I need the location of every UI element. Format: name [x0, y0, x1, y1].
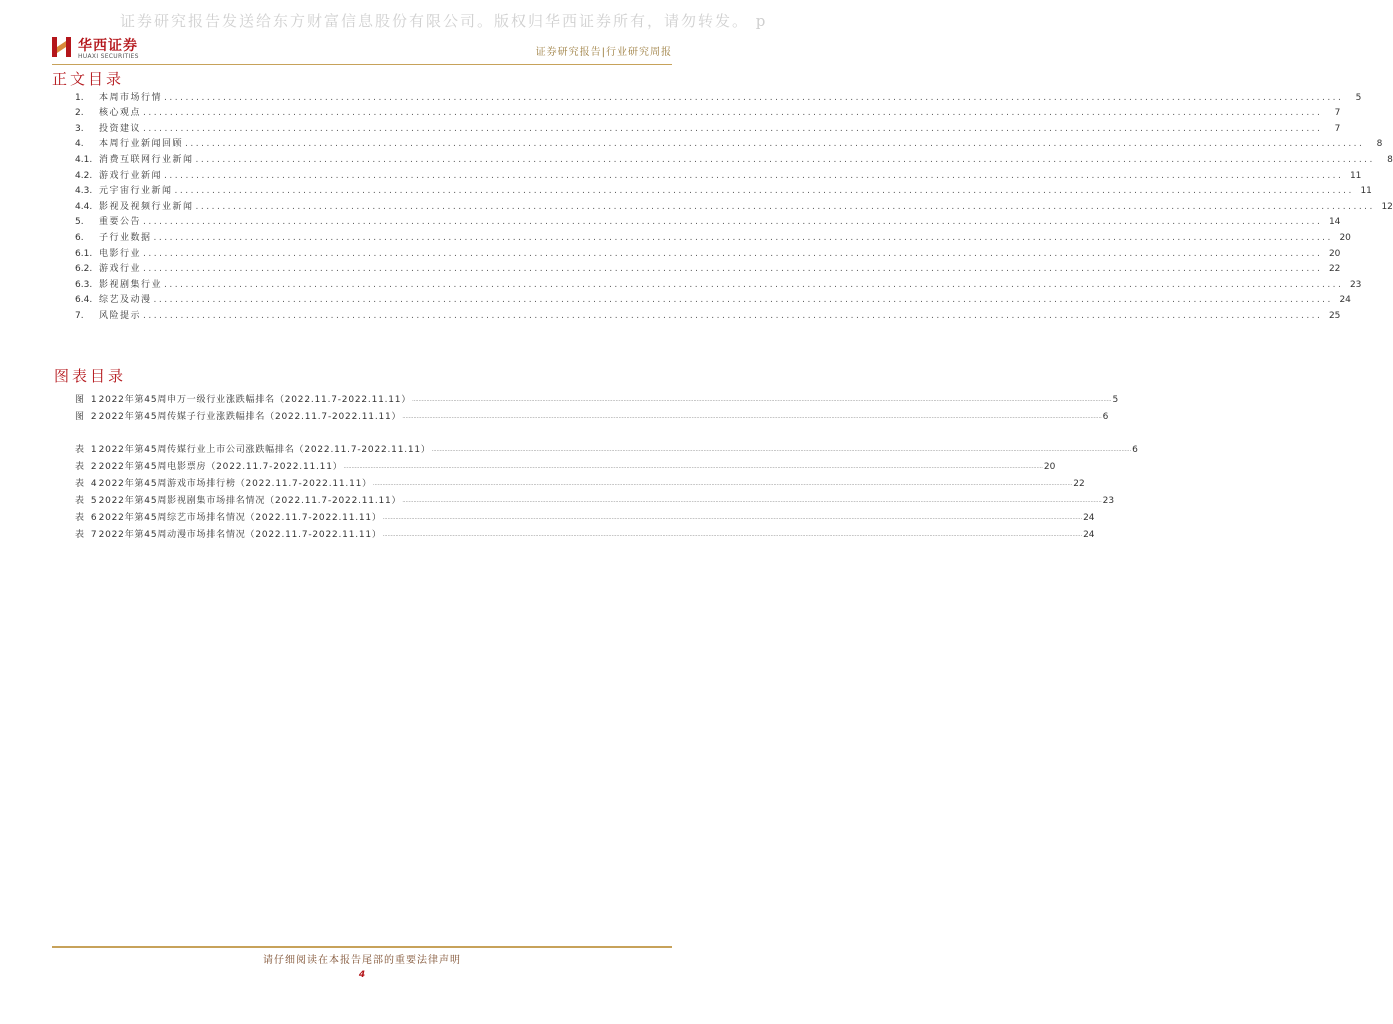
chart-list — [75, 388, 1119, 422]
toc-entry-label: 本周行业新闻回顾 — [99, 139, 184, 150]
table-entry[interactable] — [75, 438, 1138, 455]
table-entry[interactable] — [75, 489, 1115, 506]
toc-entry-number: 6.4. — [75, 295, 93, 306]
toc-entry[interactable] — [75, 134, 1383, 150]
toc-entry[interactable] — [75, 227, 1351, 243]
dot-leader: ............................................................................................................................................................................................................................ — [143, 264, 1323, 275]
toc-entry-number: 4.3. — [75, 186, 93, 197]
entry-prefix: 表 6 — [75, 513, 99, 523]
dot-leader: ............................................................................................................................................................................................................................ — [164, 279, 1344, 290]
entry-label: 2022年第45周申万一级行业涨跌幅排名（2022.11.7-2022.11.11） — [98, 395, 412, 405]
toc-entry-number: 6.3. — [75, 279, 93, 290]
dot-leader: ............................................................................................................................................................................................................................ — [143, 217, 1323, 228]
toc-entry[interactable] — [75, 290, 1351, 306]
toc-entry[interactable] — [75, 87, 1362, 103]
figures-title: 图表目录 — [54, 367, 127, 385]
toc-entry-page: 7 — [1334, 108, 1341, 119]
brand-name-en: HUAXI SECURITIES — [78, 53, 139, 60]
toc-entry-number: 4.1. — [75, 154, 93, 165]
toc-entry-number: 5. — [75, 217, 84, 228]
dot-leader: ............................................................................................................................................................................................................................ — [174, 186, 1354, 197]
entry-page: 6 — [1102, 412, 1109, 422]
dot-leader: ............................................................................................................................................................................................................................ — [153, 232, 1333, 243]
toc-entry-page: 20 — [1339, 232, 1351, 243]
entry-page: 23 — [1102, 496, 1115, 506]
legal-disclaimer: 请仔细阅读在本报告尾部的重要法律声明 — [263, 955, 461, 966]
huaxi-logo-icon — [52, 35, 72, 59]
toc-entry-number: 1. — [75, 92, 84, 103]
entry-page: 22 — [1073, 479, 1085, 489]
dot-leader: ........................................................................................................................................................................................................................................................................................................................................................................................................................................................ — [382, 532, 1083, 538]
dot-leader: ............................................................................................................................................................................................................................ — [143, 108, 1323, 119]
entry-label: 2022年第45周传媒行业上市公司涨跌幅排名（2022.11.7-2022.11.11） — [98, 445, 431, 455]
toc-entry-label: 综艺及动漫 — [99, 295, 152, 306]
report-type-label: 证券研究报告|行业研究周报 — [535, 47, 672, 58]
dot-leader: ............................................................................................................................................................................................................................ — [143, 310, 1323, 321]
dot-leader: ........................................................................................................................................................................................................................................................................................................................................................................................................................................................ — [412, 397, 1112, 403]
dot-leader: ........................................................................................................................................................................................................................................................................................................................................................................................................................................................ — [343, 464, 1043, 470]
table-entry[interactable] — [75, 455, 1056, 472]
table-entry[interactable] — [75, 472, 1085, 489]
table-entry[interactable] — [75, 506, 1095, 523]
toc-entry-label: 风险提示 — [99, 310, 142, 321]
toc-entry-page: 5 — [1355, 92, 1362, 103]
table-entry[interactable] — [75, 523, 1095, 540]
dot-leader: ............................................................................................................................................................................................................................ — [195, 201, 1375, 212]
entry-page: 24 — [1083, 530, 1095, 540]
toc-entry-number: 6.2. — [75, 264, 93, 275]
dot-leader: ............................................................................................................................................................................................................................ — [143, 123, 1323, 134]
entry-page: 6 — [1132, 445, 1138, 455]
toc-entry[interactable] — [75, 118, 1341, 134]
toc-entry-label: 本周市场行情 — [99, 92, 163, 103]
table-list — [75, 438, 1138, 540]
dot-leader: ............................................................................................................................................................................................................................ — [185, 139, 1365, 150]
entry-prefix: 表 5 — [75, 496, 99, 506]
entry-prefix: 表 7 — [75, 530, 99, 540]
toc-entry-number: 4.4. — [75, 201, 93, 212]
toc-entry-page: 12 — [1381, 201, 1393, 212]
toc-entry[interactable] — [75, 165, 1362, 181]
table-of-contents — [75, 87, 1393, 321]
toc-entry-label: 重要公告 — [99, 217, 142, 228]
toc-entry-number: 6. — [75, 232, 84, 243]
watermark-text: 证券研究报告发送给东方财富信息股份有限公司。版权归华西证券所有，请勿转发。 p — [120, 12, 768, 30]
toc-entry-label: 元宇宙行业新闻 — [99, 186, 173, 197]
toc-entry-page: 23 — [1349, 279, 1362, 290]
toc-entry-number: 4. — [75, 139, 84, 150]
toc-entry-label: 子行业数据 — [99, 232, 152, 243]
toc-entry[interactable] — [75, 149, 1393, 165]
header-divider — [52, 64, 672, 65]
toc-entry[interactable] — [75, 243, 1341, 259]
chart-entry[interactable] — [75, 405, 1109, 422]
entry-page: 20 — [1043, 462, 1056, 472]
toc-entry-label: 消费互联网行业新闻 — [99, 154, 194, 165]
entry-label: 2022年第45周动漫市场排名情况（2022.11.7-2022.11.11） — [98, 530, 382, 540]
toc-entry[interactable] — [75, 274, 1362, 290]
toc-entry-number: 2. — [75, 108, 84, 119]
toc-entry-label: 游戏行业 — [99, 264, 142, 275]
dot-leader: ............................................................................................................................................................................................................................ — [195, 154, 1375, 165]
entry-prefix: 表 4 — [75, 479, 99, 489]
toc-entry-page: 7 — [1334, 123, 1341, 134]
dot-leader: ............................................................................................................................................................................................................................ — [143, 248, 1323, 259]
page-number: 4 — [358, 970, 366, 980]
toc-entry[interactable] — [75, 212, 1341, 228]
entry-prefix: 表 1 — [75, 445, 99, 455]
dot-leader: ............................................................................................................................................................................................................................ — [164, 92, 1344, 103]
toc-entry-page: 11 — [1360, 186, 1372, 197]
entry-label: 2022年第45周游戏市场排行榜（2022.11.7-2022.11.11） — [98, 479, 372, 489]
dot-leader: ........................................................................................................................................................................................................................................................................................................................................................................................................................................................ — [372, 481, 1073, 487]
chart-entry[interactable] — [75, 388, 1119, 405]
toc-entry-number: 3. — [75, 123, 84, 134]
toc-entry[interactable] — [75, 181, 1372, 197]
toc-entry-number: 7. — [75, 310, 84, 321]
entry-prefix: 表 2 — [75, 462, 99, 472]
toc-entry-page: 8 — [1376, 139, 1383, 150]
dot-leader: ........................................................................................................................................................................................................................................................................................................................................................................................................................................................ — [382, 515, 1083, 521]
entry-prefix: 图 1 — [75, 395, 99, 405]
entry-label: 2022年第45周影视剧集市场排名情况（2022.11.7-2022.11.11） — [98, 496, 402, 506]
toc-entry-number: 4.2. — [75, 170, 93, 181]
dot-leader: ........................................................................................................................................................................................................................................................................................................................................................................................................................................................ — [431, 447, 1132, 453]
dot-leader: ........................................................................................................................................................................................................................................................................................................................................................................................................................................................ — [402, 414, 1102, 420]
toc-entry-label: 核心观点 — [99, 108, 142, 119]
brand-logo — [52, 35, 172, 63]
entry-label: 2022年第45周电影票房（2022.11.7-2022.11.11） — [98, 462, 343, 472]
toc-entry-label: 影视剧集行业 — [99, 279, 163, 290]
footer-divider — [52, 946, 672, 948]
dot-leader: ............................................................................................................................................................................................................................ — [153, 295, 1333, 306]
toc-entry-page: 14 — [1328, 217, 1341, 228]
toc-entry-page: 11 — [1349, 170, 1362, 181]
toc-entry[interactable] — [75, 196, 1393, 212]
toc-entry-label: 游戏行业新闻 — [99, 170, 163, 181]
toc-entry-page: 8 — [1387, 154, 1393, 165]
toc-entry-number: 6.1. — [75, 248, 93, 259]
entry-label: 2022年第45周综艺市场排名情况（2022.11.7-2022.11.11） — [98, 513, 382, 523]
toc-entry-label: 电影行业 — [99, 248, 142, 259]
toc-entry[interactable] — [75, 305, 1341, 321]
toc-title: 正文目录 — [52, 70, 125, 88]
entry-page: 24 — [1083, 513, 1095, 523]
brand-name-cn: 华西证券 — [78, 38, 138, 54]
entry-label: 2022年第45周传媒子行业涨跌幅排名（2022.11.7-2022.11.11） — [98, 412, 402, 422]
toc-entry[interactable] — [75, 259, 1341, 275]
dot-leader: ........................................................................................................................................................................................................................................................................................................................................................................................................................................................ — [402, 498, 1102, 504]
entry-page: 5 — [1112, 395, 1119, 405]
toc-entry-page: 24 — [1339, 295, 1351, 306]
toc-entry-page: 20 — [1328, 248, 1341, 259]
toc-entry-page: 25 — [1328, 310, 1341, 321]
entry-prefix: 图 2 — [75, 412, 99, 422]
toc-entry-label: 投资建议 — [99, 123, 142, 134]
dot-leader: ............................................................................................................................................................................................................................ — [164, 170, 1344, 181]
toc-entry-label: 影视及视频行业新闻 — [99, 201, 194, 212]
toc-entry-page: 22 — [1328, 264, 1341, 275]
toc-entry[interactable] — [75, 103, 1341, 119]
